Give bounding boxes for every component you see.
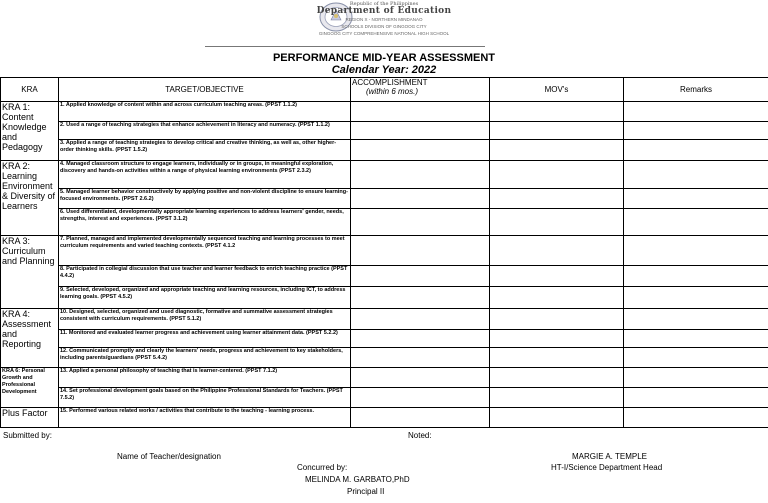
movs-cell[interactable] (490, 102, 624, 122)
header-divider (205, 46, 485, 47)
movs-cell[interactable] (490, 189, 624, 209)
kra-cell: KRA 4: Assessment and Reporting (1, 309, 59, 368)
accomplishment-cell[interactable] (351, 287, 490, 309)
accomplishment-cell[interactable] (351, 140, 490, 161)
table-row (1, 287, 768, 309)
remarks-cell[interactable] (624, 309, 768, 330)
objective-cell: 3. Applied a range of teaching strategies to develop critical and creative thinking, as well as, other higher-order thinking skills. (PPST 1.5.2) (59, 140, 351, 161)
submitted-by-label: Submitted by: (3, 431, 52, 440)
table-row (1, 408, 768, 428)
accomplishment-cell[interactable] (351, 388, 490, 408)
table-row (1, 388, 768, 408)
objective-cell: 6. Used differentiated, developmentally appropriate learning experiences to address learners' gender, needs, strengths, interest and experiences. (PPST 3.1.2) (59, 209, 351, 236)
table-row (1, 189, 768, 209)
table-row (1, 209, 768, 236)
movs-cell[interactable] (490, 266, 624, 287)
movs-cell[interactable] (490, 309, 624, 330)
kra-cell: KRA 1: Content Knowledge and Pedagogy (1, 102, 59, 161)
kra-cell: KRA 6: Personal Growth and Professional Development (1, 368, 59, 408)
objective-cell: 10. Designed, selected, organized and used diagnostic, formative and summative assessment strategies consistent with curriculum requirements. (PPST 5.1.2) (59, 309, 351, 330)
remarks-cell[interactable] (624, 287, 768, 309)
assessment-table (0, 77, 768, 428)
table-row (1, 102, 768, 122)
remarks-cell[interactable] (624, 102, 768, 122)
accomplishment-cell[interactable] (351, 330, 490, 348)
document-subtitle: Calendar Year: 2022 (331, 64, 437, 76)
remarks-cell[interactable] (624, 388, 768, 408)
movs-cell[interactable] (490, 330, 624, 348)
table-row (1, 348, 768, 368)
division-line: SCHOOLS DIVISION OF GINGOOG CITY (341, 24, 427, 29)
accomplishment-cell[interactable] (351, 309, 490, 330)
accomplishment-cell[interactable] (351, 122, 490, 140)
accomplishment-cell[interactable] (351, 102, 490, 122)
objective-cell: 12. Communicated promptly and clearly the learners' needs, progress and achievement to key stakeholders, including parents/guardians (PPST 5.4.2) (59, 348, 351, 368)
school-line: GINGOOG CITY COMPREHENSIVE NATIONAL HIGH SCHOOL (318, 31, 450, 36)
objective-cell: 8. Participated in collegial discussion that use teacher and learner feedback to enrich teaching practice (PPST 4.4.2) (59, 266, 351, 287)
remarks-cell[interactable] (624, 209, 768, 236)
movs-cell[interactable] (490, 287, 624, 309)
head-title: HT-I/Science Department Head (551, 463, 663, 472)
objective-cell: 4. Managed classroom structure to engage learners, individually or in groups, in meaningful exploration, discovery and hands-on activities within a range of physical learning environments (PPST 2.3.2) (59, 161, 351, 189)
objective-cell: 7. Planned, managed and implemented developmentally sequenced teaching and learning processes to meet curriculum requirements and varied teaching contexts. (PPST 4.1.2 (59, 236, 351, 266)
table-row (1, 140, 768, 161)
movs-cell[interactable] (490, 388, 624, 408)
remarks-cell[interactable] (624, 348, 768, 368)
col-header-kra: KRA (1, 78, 59, 102)
col-header-remarks: Remarks (624, 78, 768, 102)
principal-name: MELINDA M. GARBATO,PhD (305, 475, 410, 484)
table-row (1, 309, 768, 330)
remarks-cell[interactable] (624, 368, 768, 388)
remarks-cell[interactable] (624, 408, 768, 428)
movs-cell[interactable] (490, 408, 624, 428)
objective-cell: 13. Applied a personal philosophy of teaching that is learner-centered. (PPST 7.1.2) (59, 368, 351, 388)
col-header-movs: MOV's (490, 78, 624, 102)
movs-cell[interactable] (490, 348, 624, 368)
col-header-target: TARGET/OBJECTIVE (59, 78, 351, 102)
remarks-cell[interactable] (624, 140, 768, 161)
movs-cell[interactable] (490, 122, 624, 140)
objective-cell: 2. Used a range of teaching strategies that enhance achievement in literacy and numeracy. (PPST 1.1.2) (59, 122, 351, 140)
accomplishment-sublabel: (within 6 mos.) (365, 87, 418, 96)
remarks-cell[interactable] (624, 236, 768, 266)
table-row (1, 330, 768, 348)
accomplishment-cell[interactable] (351, 189, 490, 209)
accomplishment-cell[interactable] (351, 209, 490, 236)
accomplishment-cell[interactable] (351, 408, 490, 428)
remarks-cell[interactable] (624, 330, 768, 348)
kra-cell: KRA 3: Curriculum and Planning (1, 236, 59, 309)
table-row (1, 122, 768, 140)
table-row (1, 368, 768, 388)
objective-cell: 9. Selected, developed, organized and appropriate teaching and learning resources, including ICT, to address learning goals. (PPST 4.5.2) (59, 287, 351, 309)
accomplishment-cell[interactable] (351, 161, 490, 189)
accomplishment-cell[interactable] (351, 348, 490, 368)
accomplishment-cell[interactable] (351, 266, 490, 287)
movs-cell[interactable] (490, 140, 624, 161)
movs-cell[interactable] (490, 368, 624, 388)
objective-cell: 5. Managed learner behavior constructively by applying positive and non-violent discipline to ensure learning-focused environments. (PPST 2.6.2) (59, 189, 351, 209)
remarks-cell[interactable] (624, 189, 768, 209)
concurred-label: Concurred by: (297, 463, 348, 472)
head-name: MARGIE A. TEMPLE (572, 452, 647, 461)
accomplishment-label: ACCOMPLISHMENT (352, 78, 428, 87)
remarks-cell[interactable] (624, 122, 768, 140)
objective-cell: 1. Applied knowledge of content within and across curriculum teaching areas. (PPST 1.1.2) (59, 102, 351, 122)
col-header-accomplishment (351, 78, 490, 102)
kra-cell: KRA 2: Learning Environment & Diversity of Learners (1, 161, 59, 236)
kra-cell: Plus Factor (1, 408, 59, 428)
objective-cell: 14. Set professional development goals based on the Philippine Professional Standards for Teachers. (PPST 7.5.2) (59, 388, 351, 408)
department-name: Department of Education (316, 6, 452, 16)
document-title: PERFORMANCE MID-YEAR ASSESSMENT (272, 52, 496, 64)
principal-title: Principal II (347, 487, 385, 496)
accomplishment-cell[interactable] (351, 368, 490, 388)
accomplishment-cell[interactable] (351, 236, 490, 266)
remarks-cell[interactable] (624, 161, 768, 189)
movs-cell[interactable] (490, 236, 624, 266)
movs-cell[interactable] (490, 209, 624, 236)
republic-text: Republic of the Philippines (349, 1, 419, 7)
objective-cell: 15. Performed various related works / activities that contribute to the teaching - learning process. (59, 408, 351, 428)
table-row (1, 236, 768, 266)
objective-cell: 11. Monitored and evaluated learner progress and achievement using learner attainment data. (PPST 5.2.2) (59, 330, 351, 348)
noted-label: Noted: (408, 431, 432, 440)
table-row (1, 161, 768, 189)
teacher-designation: Name of Teacher/designation (117, 452, 221, 461)
region-line: REGION X - NORTHERN MINDANAO (345, 17, 423, 22)
table-row (1, 266, 768, 287)
table-header-row (1, 78, 768, 102)
movs-cell[interactable] (490, 161, 624, 189)
remarks-cell[interactable] (624, 266, 768, 287)
